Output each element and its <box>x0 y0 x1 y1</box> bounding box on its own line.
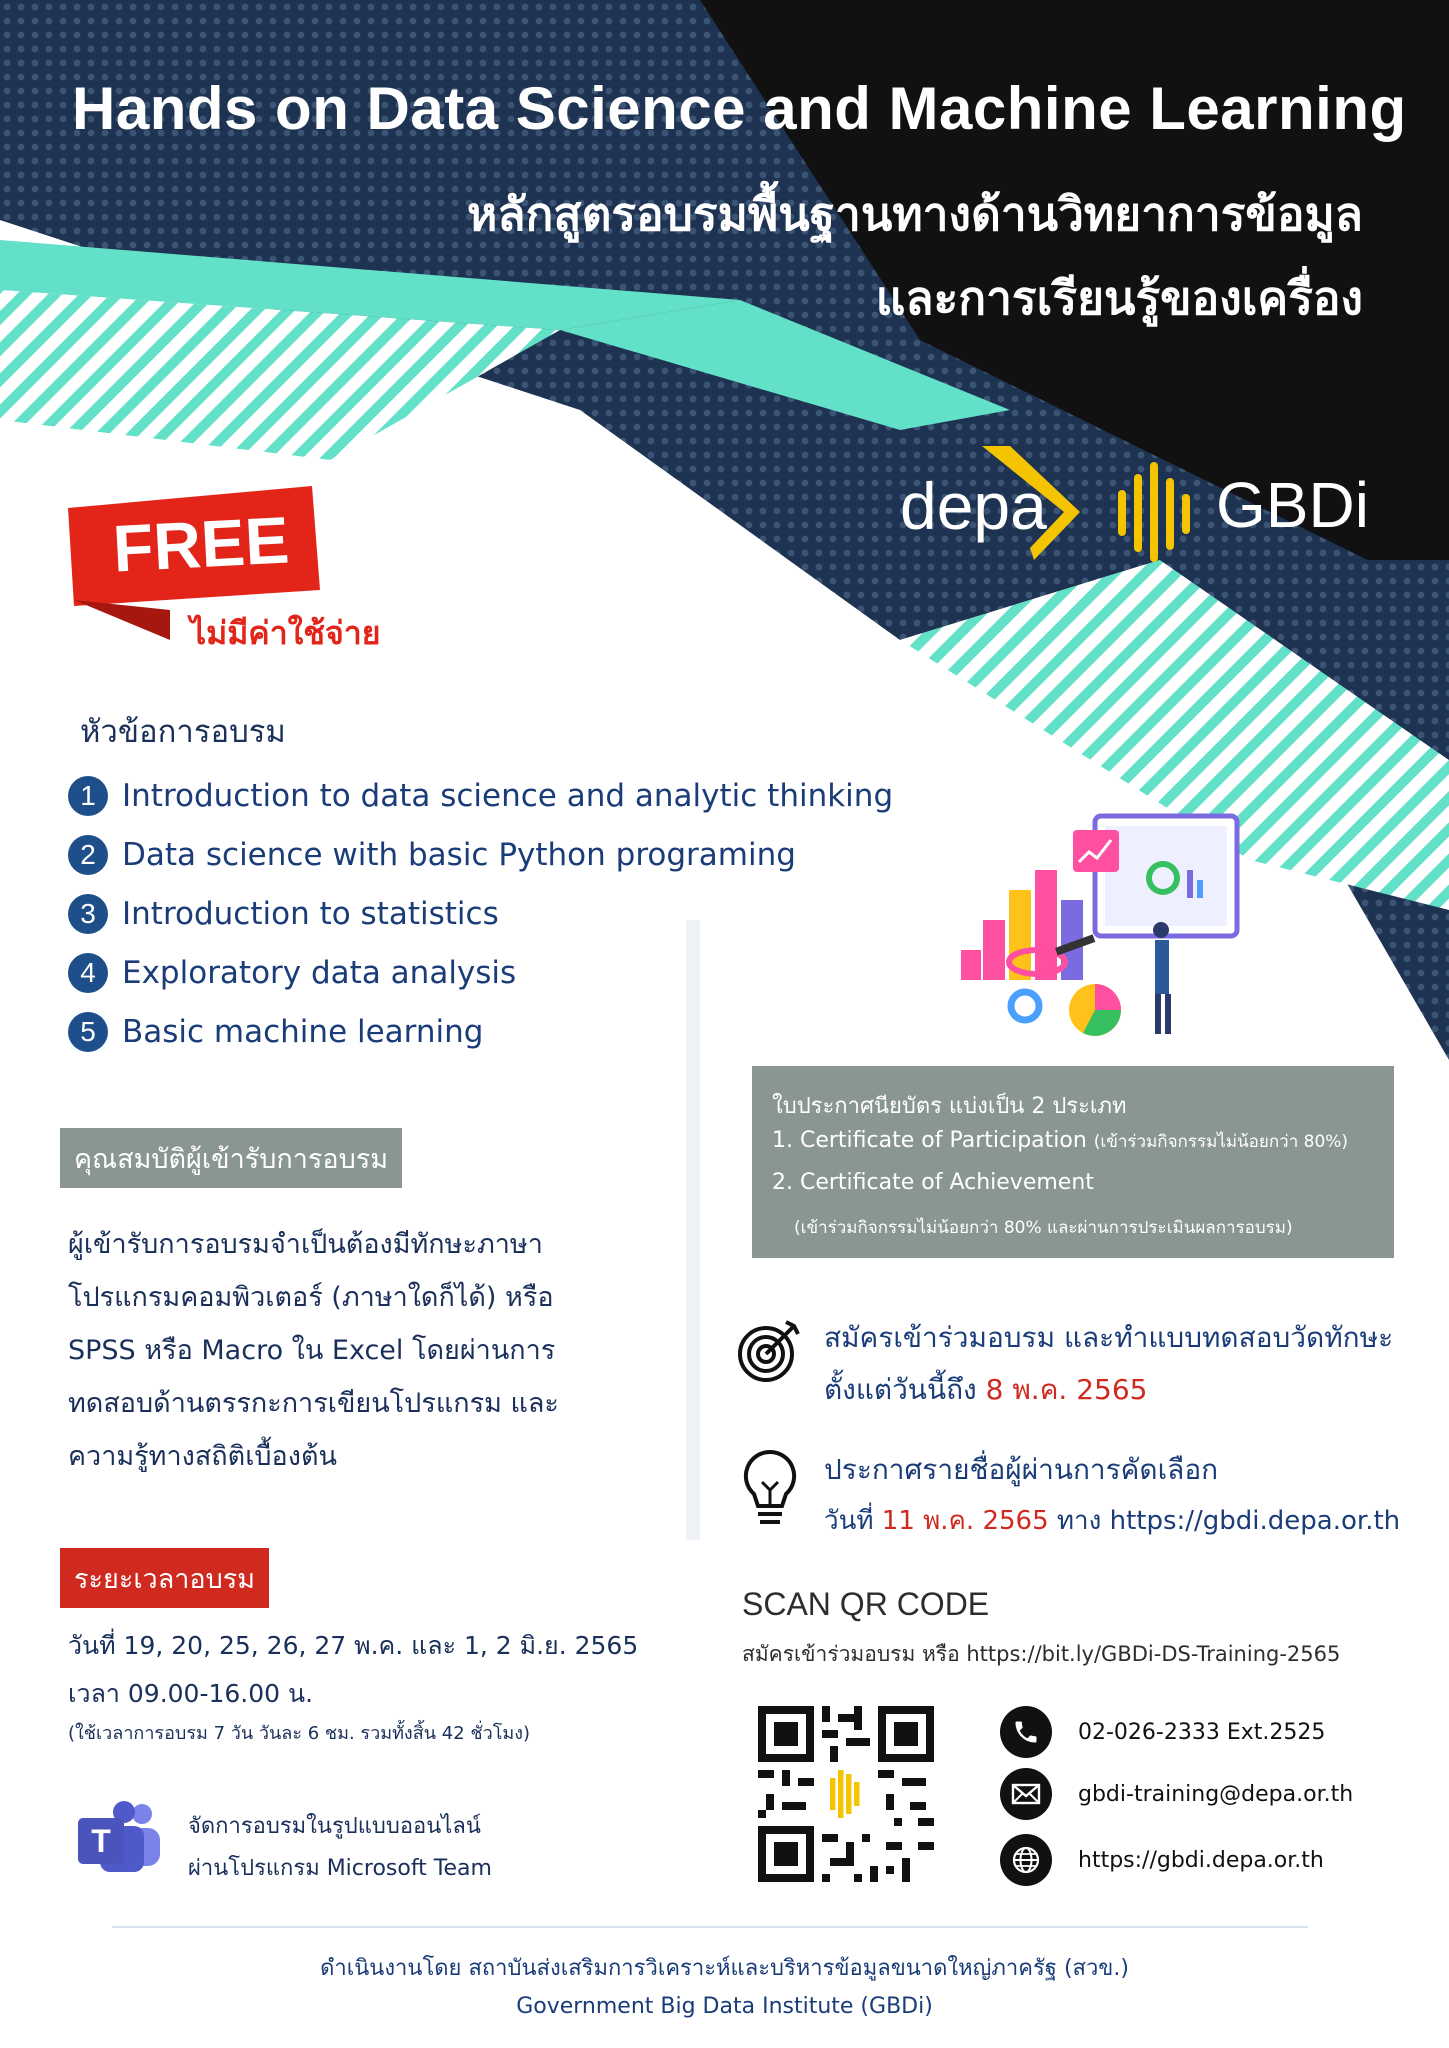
list-item <box>68 1002 893 1061</box>
duration-time: เวลา 09.00-16.00 น. <box>68 1679 314 1708</box>
contact-phone <box>1000 1706 1325 1758</box>
topic-number: 4 <box>68 953 108 993</box>
free-label: FREE <box>111 502 291 586</box>
footer-organizer-en: Government Big Data Institute (GBDi) <box>516 1994 933 2019</box>
qualification-heading: คุณสมบัติผู้เข้ารับการอบรม <box>60 1128 402 1188</box>
globe-icon <box>1000 1834 1052 1886</box>
svg-text:T: T <box>91 1823 111 1859</box>
topic-number: 3 <box>68 894 108 934</box>
certificate-item-1-text: 1. Certificate of Participation <box>772 1128 1087 1153</box>
list-item <box>68 943 893 1002</box>
email-address[interactable]: gbdi-training@depa.or.th <box>1078 1781 1354 1807</box>
topic-text: Introduction to data science and analytic thinking <box>122 777 894 814</box>
online-line2: ผ่านโปรแกรม Microsoft Team <box>188 1856 492 1881</box>
duration-note: (ใช้เวลาการอบรม 7 วัน วันละ 6 ชม. รวมทั้งสิ้น 42 ชั่วโมง) <box>68 1723 531 1744</box>
website-link[interactable]: https://gbdi.depa.or.th <box>1078 1847 1324 1873</box>
topic-text: Basic machine learning <box>122 1013 484 1050</box>
certificate-box <box>752 1066 1394 1258</box>
qualification-line: ทดสอบด้านตรรกะการเขียนโปรแกรม และ <box>68 1388 559 1419</box>
topic-text: Data science with basic Python programing <box>122 836 796 873</box>
email-icon <box>1000 1768 1052 1820</box>
target-icon <box>736 1318 802 1384</box>
announce-date: 11 พ.ค. 2565 <box>881 1506 1049 1536</box>
announce-prefix: วันที่ <box>824 1506 874 1536</box>
data-analytics-illustration-icon <box>955 810 1245 1045</box>
qualification-line: SPSS หรือ Macro ใน Excel โดยผ่านการ <box>68 1335 556 1366</box>
qualification-line: โปรแกรมคอมพิวเตอร์ (ภาษาใดก็ได้) หรือ <box>68 1282 554 1313</box>
topics-title: หัวข้อการอบรม <box>80 714 286 750</box>
list-item <box>68 884 893 943</box>
footer-divider <box>112 1926 1308 1928</box>
microsoft-teams-icon <box>74 1800 164 1880</box>
register-prefix: ตั้งแต่วันนี้ถึง <box>824 1373 977 1406</box>
announce-line1: ประกาศรายชื่อผู้ผ่านการคัดเลือก <box>824 1453 1219 1486</box>
topic-number: 1 <box>68 776 108 816</box>
announce-line2 <box>824 1500 1400 1541</box>
register-deadline: 8 พ.ค. 2565 <box>985 1373 1148 1406</box>
certificate-item-1-note: (เข้าร่วมกิจกรรมไม่น้อยกว่า 80%) <box>1093 1132 1349 1152</box>
certificate-item-2: 2. Certificate of Achievement <box>772 1170 1094 1195</box>
duration-dates: วันที่ 19, 20, 25, 26, 27 พ.ค. และ 1, 2 มิ.ย. 2565 <box>68 1631 639 1660</box>
register-line1: สมัครเข้าร่วมอบรม และทำแบบทดสอบวัดทักษะ <box>824 1321 1394 1354</box>
announce-suffix: ทาง https://gbdi.depa.or.th <box>1056 1506 1401 1536</box>
duration-heading: ระยะเวลาอบรม <box>60 1548 269 1608</box>
topic-text: Exploratory data analysis <box>122 954 517 991</box>
online-line1: จัดการอบรมในรูปแบบออนไลน์ <box>188 1814 481 1839</box>
phone-icon <box>1000 1706 1052 1758</box>
phone-number[interactable]: 02-026-2333 Ext.2525 <box>1078 1719 1326 1745</box>
depa-logo-text: depa <box>900 469 1047 543</box>
register-line2 <box>824 1368 1148 1412</box>
list-item <box>68 766 893 825</box>
qualification-text <box>68 1218 628 1483</box>
page-title-th-line1: หลักสูตรอบรมพื้นฐานทางด้านวิทยาการข้อมูล <box>467 187 1363 241</box>
certificate-title: ใบประกาศนียบัตร แบ่งเป็น 2 ประเภท <box>772 1094 1127 1119</box>
gbdi-logo-text: GBDi <box>1216 469 1369 541</box>
contact-email <box>1000 1768 1353 1820</box>
contact-web <box>1000 1834 1324 1886</box>
certificate-item-1 <box>772 1128 1348 1155</box>
lightbulb-icon <box>740 1448 800 1532</box>
scan-qr-subtitle: สมัครเข้าร่วมอบรม หรือ https://bit.ly/GBDi-DS-Training-2565 <box>742 1642 1341 1666</box>
scan-qr-title: SCAN QR CODE <box>742 1586 990 1622</box>
page-title-en: Hands on Data Science and Machine Learning <box>72 75 1407 142</box>
topic-text: Introduction to statistics <box>122 895 499 932</box>
qualification-line: ผู้เข้ารับการอบรมจำเป็นต้องมีทักษะภาษา <box>68 1229 543 1260</box>
topic-number: 2 <box>68 835 108 875</box>
topic-number: 5 <box>68 1012 108 1052</box>
free-subtitle: ไม่มีค่าใช้จ่าย <box>190 614 381 652</box>
footer-organizer-th: ดำเนินงานโดย สถาบันส่งเสริมการวิเคราะห์และบริหารข้อมูลขนาดใหญ่ภาครัฐ (สวข.) <box>320 1956 1129 1981</box>
qr-code-icon[interactable] <box>758 1706 934 1882</box>
certificate-item-2-note: (เข้าร่วมกิจกรรมไม่น้อยกว่า 80% และผ่านการประเมินผลการอบรม) <box>794 1218 1293 1238</box>
page-title-th-line2: และการเรียนรู้ของเครื่อง <box>875 271 1363 325</box>
topic-list <box>68 766 893 1061</box>
qualification-line: ความรู้ทางสถิติเบื้องต้น <box>68 1441 337 1472</box>
list-item <box>68 825 893 884</box>
